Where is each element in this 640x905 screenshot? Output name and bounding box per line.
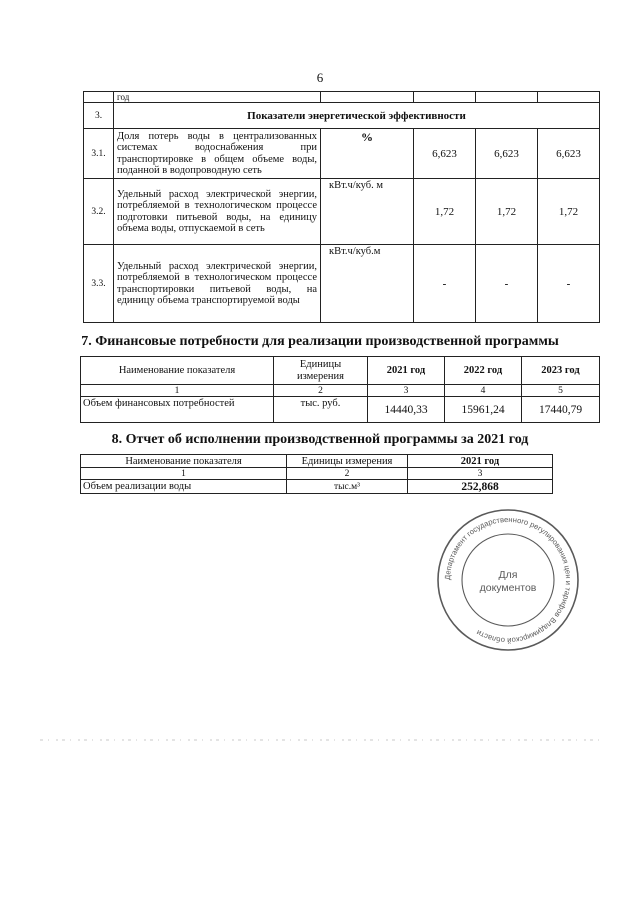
row-name: Доля потерь воды в централизованных системах водоснабжения при транспортировке в общем объеме воды, поданной в водопроводную сеть — [114, 129, 321, 179]
section-number: 3. — [84, 103, 114, 129]
section8-heading: 8. Отчет об исполнении производственной программы за 2021 год — [111, 432, 529, 447]
row-unit: тыс.м³ — [287, 480, 408, 494]
row-value-2022: 6,623 — [476, 129, 538, 179]
row-value-2023: 1,72 — [538, 179, 600, 245]
col-header: 2021 год — [368, 357, 445, 385]
energy-efficiency-table — [83, 91, 600, 323]
section-title: Показатели энергетической эффективности — [114, 103, 600, 129]
col-number: 3 — [368, 385, 445, 397]
row-value-2021: 14440,33 — [368, 397, 445, 423]
row-value-2023: - — [538, 245, 600, 323]
table-row — [84, 179, 600, 245]
column-number-row — [81, 468, 553, 480]
col-header: Единицы измерения — [287, 455, 408, 468]
col-header: Единицы измерения — [274, 357, 368, 385]
row-value-2023: 17440,79 — [522, 397, 600, 423]
col-header: Наименование показателя — [81, 455, 287, 468]
row-value-2021: - — [414, 245, 476, 323]
row-unit: кВт.ч/куб. м — [321, 179, 414, 245]
col-number: 2 — [287, 468, 408, 480]
col-number: 4 — [445, 385, 522, 397]
financial-needs-table — [80, 356, 600, 423]
row-number: 3.2. — [84, 179, 114, 245]
row-value-2021: 6,623 — [414, 129, 476, 179]
row-unit: % — [321, 129, 414, 179]
col-number: 5 — [522, 385, 600, 397]
execution-report-table — [80, 454, 553, 494]
row-value-2022: 1,72 — [476, 179, 538, 245]
table-row — [84, 92, 600, 103]
row-name: Объем реализации воды — [81, 480, 287, 494]
table-row — [84, 245, 600, 323]
row-name: Объем финансовых потребностей — [81, 397, 274, 423]
row-number: 3.3. — [84, 245, 114, 323]
col-header: 2022 год — [445, 357, 522, 385]
page-number: 6 — [316, 70, 324, 85]
col-number: 1 — [81, 385, 274, 397]
row-number: 3.1. — [84, 129, 114, 179]
col-number: 1 — [81, 468, 287, 480]
scan-artifact-line — [40, 738, 600, 742]
row-value-2022: - — [476, 245, 538, 323]
stamp-center-line2: документов — [479, 582, 537, 594]
row-name: Удельный расход электрической энергии, потребляемой в технологическом процессе транспортировки питьевой воды, на единицу объема транспортируемой воды — [114, 245, 321, 323]
col-header: 2021 год — [408, 455, 553, 468]
row-value-2021: 252,868 — [408, 480, 553, 494]
table-row — [81, 480, 553, 494]
row-value-2023: 6,623 — [538, 129, 600, 179]
section7-heading: 7. Финансовые потребности для реализации производственной программы — [81, 334, 559, 349]
row-unit: кВт.ч/куб.м — [321, 245, 414, 323]
prev-row-label: год — [114, 92, 321, 103]
stamp-center-line1: Для — [498, 569, 518, 581]
official-stamp — [436, 508, 580, 652]
table-header-row — [81, 455, 553, 468]
col-header: 2023 год — [522, 357, 600, 385]
col-number: 2 — [274, 385, 368, 397]
row-name: Удельный расход электрической энергии, потребляемой в технологическом процессе подготовки питьевой воды, на единицу объема воды, отпускаемой в сеть — [114, 179, 321, 245]
column-number-row — [81, 385, 600, 397]
row-unit: тыс. руб. — [274, 397, 368, 423]
row-value-2021: 1,72 — [414, 179, 476, 245]
col-number: 3 — [408, 468, 553, 480]
row-value-2022: 15961,24 — [445, 397, 522, 423]
col-header: Наименование показателя — [81, 357, 274, 385]
table-row — [81, 397, 600, 423]
table-row — [84, 129, 600, 179]
table-header-row — [81, 357, 600, 385]
stamp-ring-text: Департамент государственного регулирования цен и тарифов Владимирской области — [442, 514, 574, 646]
section-header-row — [84, 103, 600, 129]
